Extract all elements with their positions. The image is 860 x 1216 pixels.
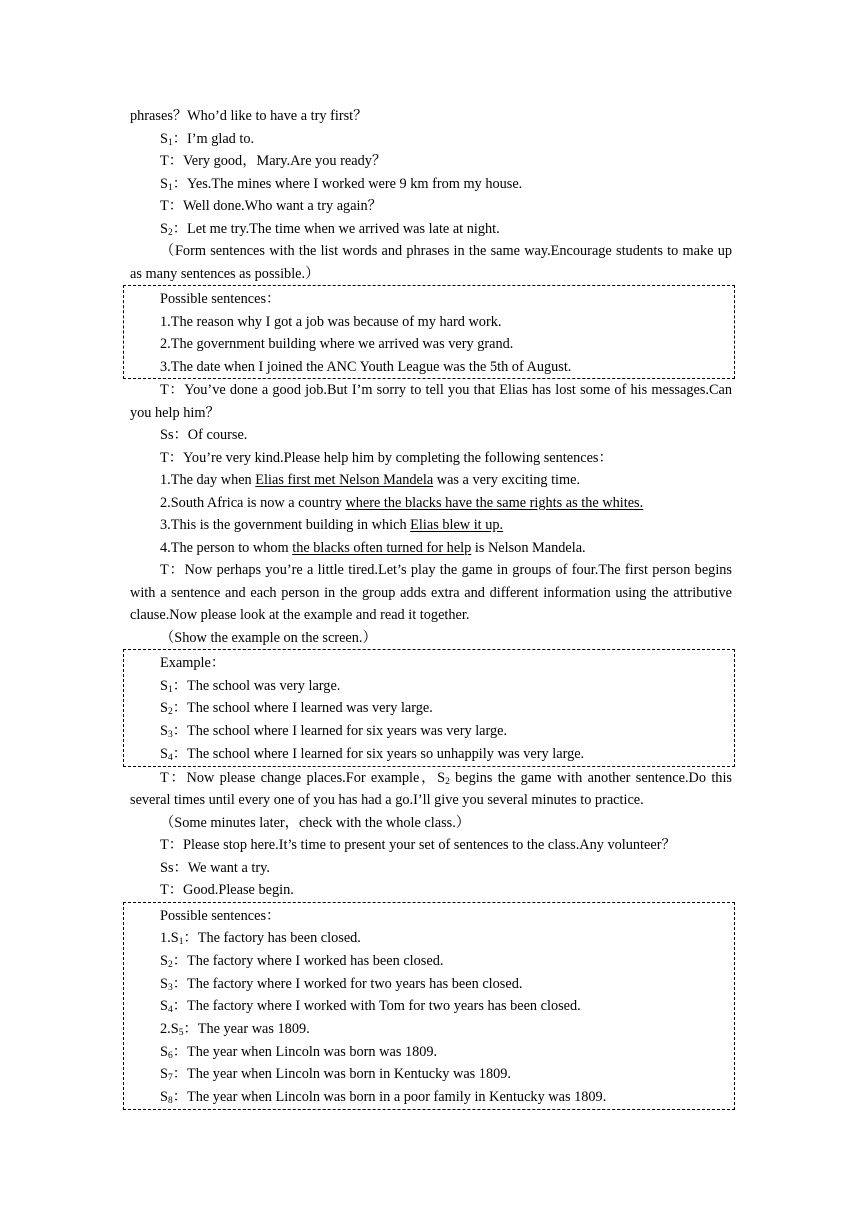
speaker-number: 4 bbox=[167, 752, 173, 763]
speaker-number: 2 bbox=[167, 227, 173, 238]
utterance: ：The school where I learned was very large. bbox=[172, 700, 433, 717]
box-sentence bbox=[124, 720, 734, 743]
speaker: S bbox=[160, 723, 168, 740]
speaker: S bbox=[160, 1066, 168, 1083]
box-sentence: 2.The government building where we arrived was very grand. bbox=[160, 336, 514, 352]
utterance: ：The school where I learned for six years so unhappily was very large. bbox=[172, 745, 585, 762]
speaker: S bbox=[160, 700, 168, 717]
utterance: ：The school was very large. bbox=[172, 677, 341, 694]
utterance: ：I’m glad to. bbox=[172, 130, 255, 147]
box-title: Possible sentences： bbox=[160, 907, 281, 924]
utterance: ：The factory has been closed. bbox=[183, 930, 361, 947]
utterance: ：The factory where I worked for two years has been closed. bbox=[172, 975, 523, 992]
instruction-line: （Some minutes later，check with the whole class.） bbox=[160, 814, 471, 831]
dialogue-line: T：You’re very kind.Please help him by completing the following sentences： bbox=[160, 449, 613, 466]
speaker: S bbox=[160, 952, 168, 969]
speaker: 1.S bbox=[160, 930, 179, 947]
sentence-text: 4.The person to whom bbox=[160, 539, 293, 556]
speaker: S bbox=[160, 1043, 168, 1060]
box-sentence bbox=[124, 950, 734, 973]
utterance: begins the game with another sentence.Do this several times until every one of you has had a go.I’ll give you several minutes to practice. bbox=[130, 769, 732, 809]
utterance: ：The year when Lincoln was born was 1809. bbox=[172, 1043, 438, 1060]
box-sentence: 3.The date when I joined the ANC Youth League was the 5th of August. bbox=[160, 358, 572, 375]
fill-in-sentence bbox=[130, 492, 732, 515]
underlined-answer: Elias blew it up. bbox=[410, 517, 504, 533]
example-box bbox=[123, 649, 735, 767]
utterance: ：Let me try.The time when we arrived was late at night. bbox=[172, 220, 500, 237]
underlined-answer: where the blacks have the same rights as the whites. bbox=[345, 494, 644, 511]
box-sentence: 1.The reason why I got a job was because of my hard work. bbox=[160, 313, 502, 330]
speaker-number: 1 bbox=[167, 137, 173, 148]
dialogue-line: T：Please stop here.It’s time to present your set of sentences to the class.Any volunteer？ bbox=[160, 837, 676, 854]
underlined-answer: Elias first met Nelson Mandela bbox=[255, 472, 434, 488]
box-sentence bbox=[124, 1041, 734, 1064]
speaker: S bbox=[160, 175, 168, 192]
speaker-number: 3 bbox=[167, 730, 173, 741]
speaker: S bbox=[160, 975, 168, 992]
utterance: ：The factory where I worked has been closed. bbox=[172, 952, 444, 969]
speaker-number: 8 bbox=[167, 1096, 173, 1107]
speaker-number: 5 bbox=[178, 1028, 184, 1039]
sentence-text: is Nelson Mandela. bbox=[471, 539, 586, 556]
possible-sentences-box-2 bbox=[123, 902, 735, 1110]
box-sentence bbox=[124, 675, 734, 698]
utterance: ：The factory where I worked with Tom for two years has been closed. bbox=[172, 998, 581, 1015]
dialogue-paragraph: T：You’ve done a good job.But I’m sorry to tell you that Elias has lost some of his messages.Can you help him？ bbox=[130, 382, 732, 421]
dialogue-line: T：Very good，Mary.Are you ready？ bbox=[160, 153, 387, 169]
speaker-number: 3 bbox=[167, 982, 173, 993]
speaker: S bbox=[160, 677, 168, 694]
utterance: T：Now please change places.For example，S bbox=[160, 769, 446, 786]
utterance: ：The school where I learned for six years was very large. bbox=[172, 723, 508, 740]
fill-in-sentence bbox=[130, 469, 732, 492]
speaker-number: 7 bbox=[167, 1073, 173, 1084]
box-sentence bbox=[124, 995, 734, 1018]
fill-in-sentence bbox=[130, 514, 732, 537]
speaker: S bbox=[160, 1089, 168, 1106]
dialogue-line: T：Well done.Who want a try again？ bbox=[160, 198, 382, 214]
box-sentence bbox=[124, 1086, 734, 1109]
speaker-number: 1 bbox=[178, 937, 184, 948]
utterance: ：The year was 1809. bbox=[183, 1021, 310, 1038]
speaker-number: 6 bbox=[167, 1050, 173, 1061]
box-sentence bbox=[124, 697, 734, 720]
speaker: S bbox=[160, 998, 168, 1015]
fill-in-sentence bbox=[130, 537, 732, 560]
dialogue-line: Ss：We want a try. bbox=[160, 859, 270, 876]
sentence-text: 2.South Africa is now a country bbox=[160, 494, 346, 511]
underlined-answer: the blacks often turned for help bbox=[292, 539, 472, 556]
speaker: S bbox=[160, 220, 168, 237]
dialogue-line: T：Good.Please begin. bbox=[160, 882, 294, 899]
utterance: ：The year when Lincoln was born in a poor family in Kentucky was 1809. bbox=[172, 1089, 607, 1106]
box-title: Example： bbox=[160, 655, 226, 671]
box-sentence bbox=[124, 973, 734, 996]
utterance: ：The year when Lincoln was born in Kentucky was 1809. bbox=[172, 1066, 511, 1083]
dialogue-paragraph: T：Now perhaps you’re a little tired.Let’s play the game in groups of four.The first person begins with a sentence and each person in the group adds extra and different information using the attributive clause.Now please look at the example and read it together. bbox=[130, 562, 732, 623]
speaker-number: 2 bbox=[445, 776, 450, 787]
sentence-text: was a very exciting time. bbox=[433, 472, 581, 488]
box-title: Possible sentences： bbox=[160, 291, 281, 307]
box-sentence bbox=[124, 927, 734, 950]
dialogue-line: Ss：Of course. bbox=[160, 427, 248, 443]
dialogue-paragraph bbox=[130, 767, 732, 812]
speaker: 2.S bbox=[160, 1021, 179, 1038]
box-sentence bbox=[124, 743, 734, 766]
box-sentence bbox=[124, 1018, 734, 1041]
speaker: S bbox=[160, 745, 168, 762]
sentence-text: 1.The day when bbox=[160, 472, 256, 488]
speaker-number: 1 bbox=[167, 182, 173, 193]
paragraph: phrases？Who’d like to have a try first？ bbox=[130, 108, 368, 124]
speaker-number: 4 bbox=[167, 1005, 173, 1016]
speaker-number: 2 bbox=[167, 707, 173, 718]
instruction-line: （Show the example on the screen.） bbox=[160, 629, 377, 646]
speaker-number: 2 bbox=[167, 959, 173, 970]
dialogue-line bbox=[130, 128, 732, 151]
speaker-number: 1 bbox=[167, 684, 173, 695]
box-sentence bbox=[124, 1063, 734, 1086]
utterance: ：Yes.The mines where I worked were 9 km from my house. bbox=[172, 175, 523, 192]
possible-sentences-box-1 bbox=[123, 285, 735, 379]
sentence-text: 3.This is the government building in which bbox=[160, 517, 411, 533]
dialogue-line bbox=[130, 218, 732, 241]
document-page bbox=[130, 105, 732, 1110]
dialogue-line bbox=[130, 173, 732, 196]
instruction-paragraph: （Form sentences with the list words and phrases in the same way.Encourage students to make up as many sentences as possible.） bbox=[130, 243, 732, 282]
speaker: S bbox=[160, 130, 168, 147]
